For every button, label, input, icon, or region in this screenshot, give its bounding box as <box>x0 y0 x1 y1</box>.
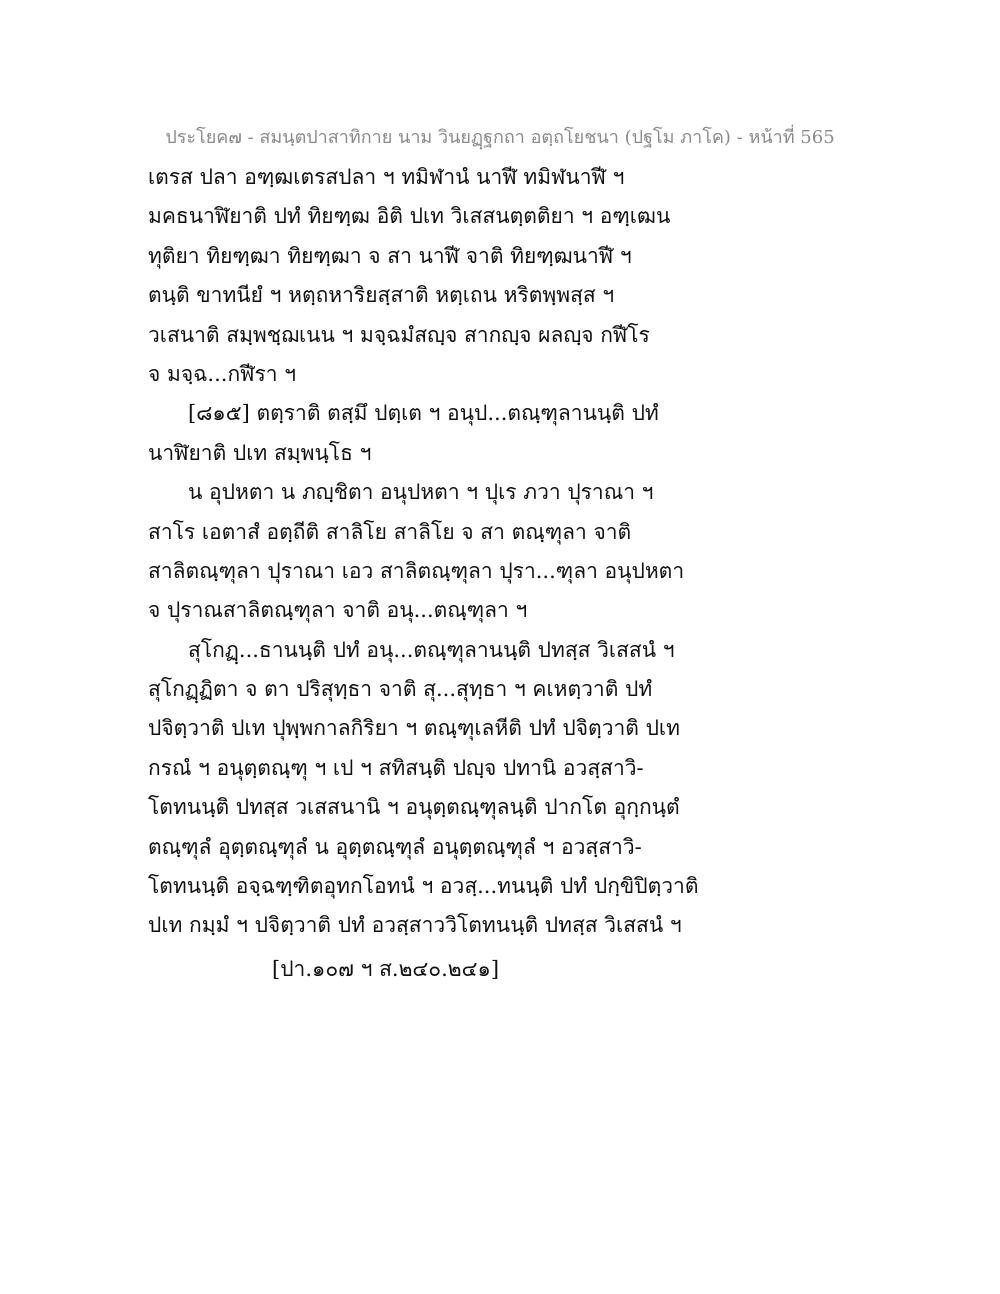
text-line: สาโร เอตาสํ อตฺถีติ สาลิโย สาลิโย จ สา ตณฺฑุลา จาติ <box>148 519 632 544</box>
text-line: จ ปุราณสาลิตณฺฑุลา จาติ อนุ...ตณฺฑุลา ฯ <box>148 598 528 623</box>
text-line: สุโกฏฺ...ธานนฺติ ปทํ อนุ...ตณฺฑุลานนฺติ ปทสฺส วิเสสนํ ฯ <box>188 637 675 662</box>
text-line: มคธนาฬิยาติ ปทํ ทิยฑฺฒ อิติ ปเท วิเสสนตฺตติยา ฯ อฑฺเฒน <box>148 204 671 229</box>
text-line: วเสนาติ สมฺพชฺฌเนน ฯ มจฺฉมํสญฺจ สากญฺจ ผลญฺจ กฬีโร <box>148 322 650 347</box>
text-line: ปจิตฺวาติ ปเท ปุพฺพกาลกิริยา ฯ ตณฺฑุเลหีติ ปทํ ปจิตฺวาติ ปเท <box>148 716 680 741</box>
text-line: [๘๑๕] ตตฺราติ ตสฺมึ ปตฺเต ฯ อนุป...ตณฺฑุลานนฺติ ปทํ <box>188 401 659 426</box>
text-line: สุโกฏฺฏิตา จ ตา ปริสุทฺธา จาติ สุ...สุทฺธา ฯ คเหตฺวาติ ปทํ <box>148 677 653 702</box>
text-line: ตนฺติ ขาทนียํ ฯ หตฺถหาริยสฺสาติ หตฺเถน หริตพฺพสฺส ฯ <box>148 283 615 308</box>
text-line: โตทนนฺติ ปทสฺส วเสสนานิ ฯ อนุตฺตณฺฑุลนฺติ ปากโต อุกฺกนฺตํ <box>148 795 680 820</box>
text-line: จ มจฺฉ...กฬีรา ฯ <box>148 361 297 386</box>
text-line: สาลิตณฺฑุลา ปุราณา เอว สาลิตณฺฑุลา ปุรา...ฑุลา อนุปหตา <box>148 558 685 583</box>
page-reference: [ปา.๑๐๗ ฯ ส.๒๔๐.๒๔๑] <box>272 957 500 981</box>
text-line: นาฬิยาติ ปเท สมฺพนฺโธ ฯ <box>148 440 372 465</box>
text-line: ทุติยา ทิยฑฺฒา ทิยฑฺฒา จ สา นาฬี จาติ ทิยฑฺฒนาฬี ฯ <box>148 243 632 268</box>
body-text <box>148 158 708 946</box>
text-line: ปเท กมฺมํ ฯ ปจิตฺวาติ ปทํ อวสฺสาววิโตทนนฺติ ปทสฺส วิเสสนํ ฯ <box>148 913 682 938</box>
text-line: กรณํ ฯ อนุตฺตณฺฑุ ฯ เป ฯ สทิสนฺติ ปญฺจ ปทานิ อวสฺสาวิ- <box>148 755 644 780</box>
text-line: เตรส ปลา อฑฺฒเตรสปลา ฯ ทมิฬานํ นาฬี ทมิฬนาฬี ฯ <box>148 165 625 189</box>
text-line: น อุปหตา น ภญฺชิตา อนุปหตา ฯ ปุเร ภวา ปุราณา ฯ <box>188 480 654 505</box>
page-header: ประโยค๗ - สมนฺตปาสาทิกาย นาม วินยฏฺฐกถา อตฺถโยชนา (ปฐโม ภาโค) - หน้าที่ 565 <box>165 127 835 148</box>
text-line: โตทนนฺติ อจฺฉฑฺฑิตอุทกโอทนํ ฯ อวสฺ...ทนนฺติ ปทํ ปกฺขิปิตฺวาติ <box>148 874 699 899</box>
text-line: ตณฺฑุลํ อุตฺตณฺฑุลํ น อุตฺตณฺฑุลํ อนุตฺตณฺฑุลํ ฯ อวสฺสาวิ- <box>148 834 642 859</box>
